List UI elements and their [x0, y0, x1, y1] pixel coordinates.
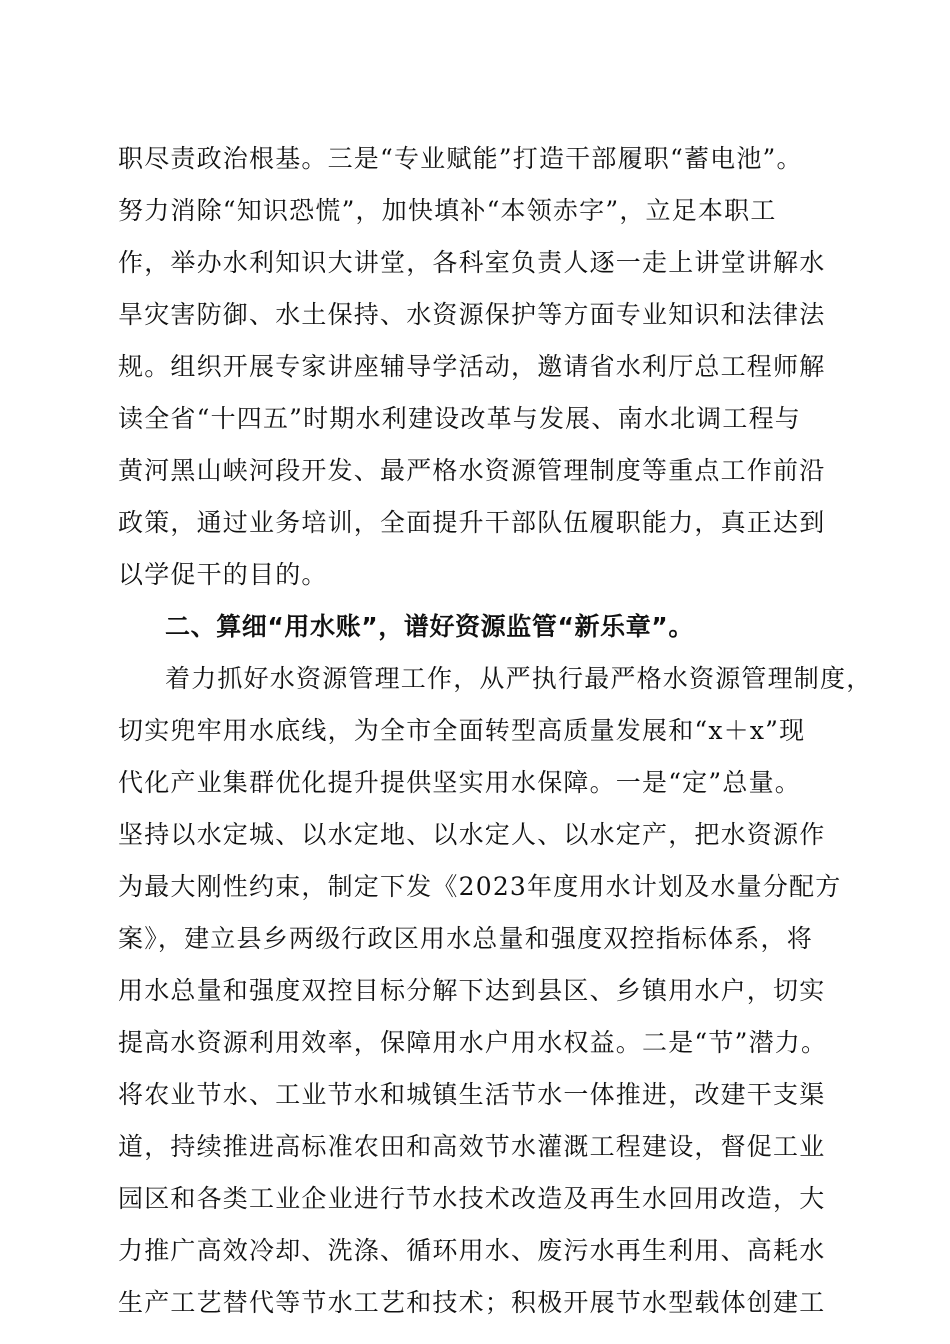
body-line-8: 政策，通过业务培训，全面提升干部队伍履职能力，真正达到	[118, 508, 826, 537]
body-line-23: 生产工艺替代等节水工艺和技术；积极开展节水型载体创建工	[118, 1288, 826, 1317]
body-line-16: 案》，建立县乡两级行政区用水总量和强度双控指标体系，将	[118, 924, 813, 953]
body-line-17: 用水总量和强度双控目标分解下达到县区、乡镇用水户，切实	[118, 976, 826, 1005]
body-line-21: 园区和各类工业企业进行节水技术改造及再生水回用改造，大	[118, 1184, 826, 1213]
body-line-7: 黄河黑山峡河段开发、最严格水资源管理制度等重点工作前沿	[118, 456, 826, 485]
body-line-5: 规。组织开展专家讲座辅导学活动，邀请省水利厅总工程师解	[118, 352, 826, 381]
body-line-1: 职尽责政治根基。三是“专业赋能”打造干部履职“蓄电池”。	[118, 144, 803, 173]
body-line-18: 提高水资源利用效率，保障用水户用水权益。二是“节”潜力。	[118, 1028, 828, 1057]
body-line-2: 努力消除“知识恐慌”，加快填补“本领赤字”，立足本职工	[118, 196, 777, 225]
body-line-14: 坚持以水定城、以水定地、以水定人、以水定产，把水资源作	[118, 820, 826, 849]
body-line-19: 将农业节水、工业节水和城镇生活节水一体推进，改建干支渠	[118, 1080, 826, 1109]
body-line-9: 以学促干的目的。	[118, 560, 328, 589]
body-line-15: 为最大刚性约束，制定下发《2023年度用水计划及水量分配方	[118, 872, 842, 901]
section-heading: 二、算细“用水账”，谱好资源监管“新乐章”。	[165, 612, 694, 641]
body-line-20: 道，持续推进高标准农田和高效节水灌溉工程建设，督促工业	[118, 1132, 826, 1161]
body-line-4: 旱灾害防御、水土保持、水资源保护等方面专业知识和法律法	[118, 300, 826, 329]
body-line-22: 力推广高效冷却、洗涤、循环用水、废污水再生利用、高耗水	[118, 1236, 826, 1265]
body-line-13: 代化产业集群优化提升提供坚实用水保障。一是“定”总量。	[118, 768, 801, 797]
body-line-12: 切实兜牢用水底线，为全市全面转型高质量发展和“x＋x”现	[118, 716, 806, 745]
body-line-11: 着力抓好水资源管理工作，从严执行最严格水资源管理制度，	[165, 664, 873, 693]
body-line-6: 读全省“十四五”时期水利建设改革与发展、南水北调工程与	[118, 404, 801, 433]
body-line-3: 作，举办水利知识大讲堂，各科室负责人逐一走上讲堂讲解水	[118, 248, 826, 277]
